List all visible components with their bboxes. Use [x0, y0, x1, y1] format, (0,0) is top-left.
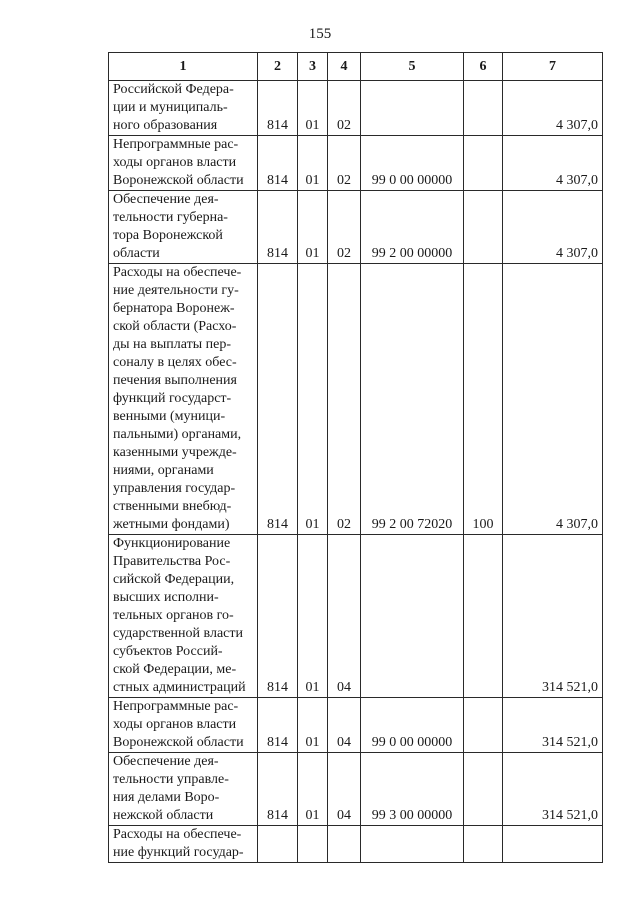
item-name-line: стных администраций — [113, 680, 246, 695]
page-number: 155 — [308, 26, 332, 42]
item-name-cell — [109, 136, 258, 191]
item-name-line: печения выполнения — [113, 373, 237, 388]
column-header: 2 — [258, 53, 298, 81]
item-name-line: Правительства Рос- — [113, 554, 231, 569]
item-name-cell — [109, 698, 258, 753]
item-name-line: ской области (Расхо- — [113, 319, 237, 334]
section-cell: 01 — [298, 698, 328, 753]
expense-type-cell — [464, 81, 503, 136]
item-name-line: казенными учрежде- — [113, 445, 237, 460]
item-name-line: ды на выплаты пер- — [113, 337, 231, 352]
item-name-line: Обеспечение дея- — [113, 192, 219, 207]
target-article-cell: 99 2 00 00000 — [361, 191, 464, 264]
expense-type-cell — [464, 826, 503, 863]
table-row — [109, 698, 603, 753]
item-name-line: тельности губерна- — [113, 210, 228, 225]
subsection-cell: 02 — [328, 264, 361, 535]
item-name-line: Непрограммные рас- — [113, 699, 239, 714]
rzd-code-cell: 814 — [258, 264, 298, 535]
item-name-line: жетными фондами) — [113, 517, 230, 532]
item-name-line: ходы органов власти — [113, 717, 237, 732]
table-body — [109, 81, 603, 863]
table-row — [109, 826, 603, 863]
rzd-code-cell: 814 — [258, 698, 298, 753]
item-name-line: ской Федерации, ме- — [113, 662, 237, 677]
item-name-line: области — [113, 246, 160, 261]
amount-cell: 314 521,0 — [503, 753, 603, 826]
amount-cell: 4 307,0 — [503, 191, 603, 264]
section-cell: 01 — [298, 136, 328, 191]
table-row — [109, 753, 603, 826]
item-name-line: Российской Федера- — [113, 82, 234, 97]
table-row — [109, 535, 603, 698]
item-name-line: Расходы на обеспече- — [113, 265, 242, 280]
section-cell: 01 — [298, 535, 328, 698]
amount-cell: 314 521,0 — [503, 535, 603, 698]
expense-type-cell — [464, 136, 503, 191]
section-cell — [298, 826, 328, 863]
item-name-line: управления государ- — [113, 481, 236, 496]
column-header: 5 — [361, 53, 464, 81]
item-name-cell — [109, 264, 258, 535]
item-name-line: Непрограммные рас- — [113, 137, 239, 152]
subsection-cell — [328, 826, 361, 863]
item-name-cell — [109, 81, 258, 136]
subsection-cell: 04 — [328, 535, 361, 698]
subsection-cell: 02 — [328, 81, 361, 136]
target-article-cell — [361, 81, 464, 136]
amount-cell: 4 307,0 — [503, 136, 603, 191]
target-article-cell: 99 2 00 72020 — [361, 264, 464, 535]
expense-type-cell — [464, 191, 503, 264]
subsection-cell: 04 — [328, 698, 361, 753]
amount-cell: 4 307,0 — [503, 81, 603, 136]
budget-table — [108, 52, 603, 863]
expense-type-cell: 100 — [464, 264, 503, 535]
rzd-code-cell: 814 — [258, 535, 298, 698]
rzd-code-cell: 814 — [258, 753, 298, 826]
item-name-cell — [109, 535, 258, 698]
column-header: 1 — [109, 53, 258, 81]
item-name-line: ственными внебюд- — [113, 499, 232, 514]
amount-cell: 4 307,0 — [503, 264, 603, 535]
table-row — [109, 191, 603, 264]
item-name-line: высших исполни- — [113, 590, 219, 605]
item-name-line: Воронежской области — [113, 735, 244, 750]
item-name-line: ния делами Воро- — [113, 790, 220, 805]
target-article-cell — [361, 535, 464, 698]
item-name-cell — [109, 826, 258, 863]
item-name-line: тора Воронежской — [113, 228, 223, 243]
item-name-line: пальными) органами, — [113, 427, 242, 442]
item-name-line: сударственной власти — [113, 626, 243, 641]
rzd-code-cell: 814 — [258, 81, 298, 136]
amount-cell: 314 521,0 — [503, 698, 603, 753]
item-name-line: ние функций государ- — [113, 845, 244, 860]
item-name-line: тельных органов го- — [113, 608, 234, 623]
target-article-cell: 99 0 00 00000 — [361, 698, 464, 753]
header-row — [109, 53, 603, 81]
rzd-code-cell — [258, 826, 298, 863]
item-name-line: нежской области — [113, 808, 214, 823]
subsection-cell: 04 — [328, 753, 361, 826]
item-name-line: Функционирование — [113, 536, 231, 551]
column-header: 3 — [298, 53, 328, 81]
item-name-line: функций государст- — [113, 391, 232, 406]
item-name-cell — [109, 753, 258, 826]
item-name-line: Обеспечение дея- — [113, 754, 219, 769]
section-cell: 01 — [298, 753, 328, 826]
section-cell: 01 — [298, 191, 328, 264]
column-header: 6 — [464, 53, 503, 81]
item-name-line: ции и муниципаль- — [113, 100, 228, 115]
item-name-line: ходы органов власти — [113, 155, 237, 170]
expense-type-cell — [464, 753, 503, 826]
column-header: 4 — [328, 53, 361, 81]
table-row — [109, 264, 603, 535]
item-name-line: бернатора Воронеж- — [113, 301, 235, 316]
item-name-line: ного образования — [113, 118, 218, 133]
table-row — [109, 136, 603, 191]
item-name-cell — [109, 191, 258, 264]
item-name-line: сийской Федерации, — [113, 572, 235, 587]
target-article-cell: 99 0 00 00000 — [361, 136, 464, 191]
amount-cell — [503, 826, 603, 863]
table-row — [109, 81, 603, 136]
rzd-code-cell: 814 — [258, 191, 298, 264]
item-name-line: Расходы на обеспече- — [113, 827, 242, 842]
subsection-cell: 02 — [328, 191, 361, 264]
target-article-cell — [361, 826, 464, 863]
expense-type-cell — [464, 698, 503, 753]
item-name-line: Воронежской области — [113, 173, 244, 188]
rzd-code-cell: 814 — [258, 136, 298, 191]
subsection-cell: 02 — [328, 136, 361, 191]
column-header: 7 — [503, 53, 603, 81]
item-name-line: венными (муници- — [113, 409, 226, 424]
item-name-line: ниями, органами — [113, 463, 214, 478]
target-article-cell: 99 3 00 00000 — [361, 753, 464, 826]
expense-type-cell — [464, 535, 503, 698]
section-cell: 01 — [298, 81, 328, 136]
item-name-line: тельности управле- — [113, 772, 229, 787]
item-name-line: соналу в целях обес- — [113, 355, 237, 370]
section-cell: 01 — [298, 264, 328, 535]
item-name-line: ние деятельности гу- — [113, 283, 239, 298]
item-name-line: субъектов Россий- — [113, 644, 223, 659]
